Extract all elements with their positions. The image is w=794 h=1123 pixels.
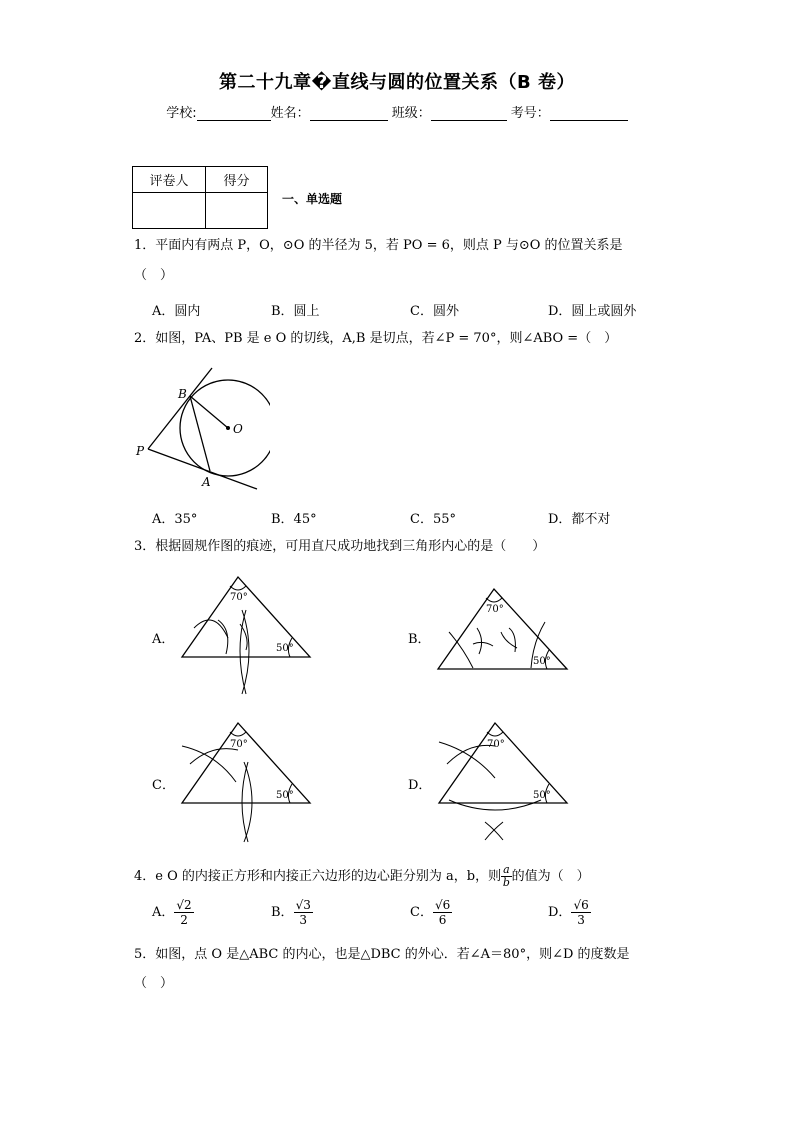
reviewer-cell[interactable] (133, 193, 206, 229)
q3-figure-a (176, 570, 316, 696)
arc-top-angle (230, 732, 246, 736)
question-1-paren: （ ） (134, 268, 174, 283)
q4-option-a[interactable]: A． $\frac{√2}{2}$ (152, 898, 192, 927)
q3-figure-c (176, 716, 316, 844)
question-4 (134, 864, 590, 889)
chord-ab (190, 396, 210, 471)
question-4-tail: 的值为（ ） (511, 869, 590, 884)
angle-label-70: 70° (230, 739, 248, 750)
score-header: 得分 (206, 167, 268, 193)
q1-option-c[interactable]: C．圆外 (410, 304, 459, 319)
page-title: 第二十九章�直线与圆的位置关系（B 卷） (218, 72, 576, 93)
q3-option-b[interactable]: B． (408, 632, 431, 647)
angle-label-50: 50° (276, 643, 294, 654)
q3-figure-d (433, 716, 573, 844)
reviewer-header: 评卷人 (133, 167, 206, 193)
angle-label-50: 50° (276, 790, 294, 801)
question-1-text: 1．平面内有两点 P，O，⊙O 的半径为 5，若 PO = 6，则点 P 与⊙O 的位置关系是 (134, 238, 623, 253)
arc-top-angle (486, 598, 502, 602)
radius-ob (190, 396, 228, 428)
number-label: 考号： (510, 106, 550, 121)
class-label: 班级： (391, 106, 431, 121)
tangent-circle-figure (130, 360, 270, 495)
angle-label-70: 70° (230, 592, 248, 603)
angle-label-50: 50° (533, 790, 551, 801)
q3-option-a[interactable]: A． (152, 632, 175, 647)
number-field[interactable] (550, 106, 628, 121)
q4-fraction: $\frac{a}{b}$ (502, 863, 510, 889)
label-p: P (136, 444, 145, 458)
q4-option-b[interactable]: B． $\frac{√3}{3}$ (271, 898, 311, 927)
q3-figure-b (433, 582, 573, 674)
arc-top-angle (487, 732, 503, 736)
q1-option-d[interactable]: D．圆上或圆外 (548, 304, 637, 319)
question-4-text: 4．e O 的内接正方形和内接正六边形的边心距分别为 a，b，则 (134, 869, 502, 884)
label-a: A (202, 475, 211, 489)
angle-label-70: 70° (486, 604, 504, 615)
q3-option-c[interactable]: C． (152, 778, 175, 793)
circle-o (180, 380, 270, 476)
question-2-text: 2．如图，PA、PB 是 e O 的切线，A,B 是切点，若∠P = 70°，则∠ABO =（ ） (134, 331, 618, 346)
q2-option-b[interactable]: B．45° (271, 512, 317, 527)
question-3-text: 3．根据圆规作图的痕迹，可用直尺成功地找到三角形内心的是（ ） (134, 539, 546, 554)
angle-label-50: 50° (533, 656, 551, 667)
q1-option-b[interactable]: B．圆上 (271, 304, 320, 319)
label-o: O (233, 422, 243, 436)
center-point (226, 426, 230, 430)
name-label: 姓名： (270, 106, 310, 121)
q3-option-d[interactable]: D． (408, 778, 432, 793)
question-5-paren: （ ） (134, 976, 174, 991)
arc-top-angle (230, 586, 246, 590)
angle-label-70: 70° (487, 739, 505, 750)
class-field[interactable] (431, 106, 507, 121)
name-field[interactable] (310, 106, 388, 121)
q2-option-c[interactable]: C．55° (410, 512, 456, 527)
section-heading: 一、单选题 (282, 192, 343, 206)
label-b: B (178, 387, 187, 401)
q2-option-d[interactable]: D．都不对 (548, 512, 611, 527)
q1-option-a[interactable]: A．圆内 (152, 304, 201, 319)
q4-option-d[interactable]: D． $\frac{√6}{3}$ (548, 898, 589, 927)
q2-option-a[interactable]: A．35° (152, 512, 198, 527)
question-5-text: 5．如图，点 O 是△ABC 的内心，也是△DBC 的外心．若∠A＝80°，则∠D 的度数是 (134, 947, 630, 962)
score-cell[interactable] (206, 193, 268, 229)
q4-option-c[interactable]: C． $\frac{√6}{6}$ (410, 898, 451, 927)
student-info-line (0, 102, 794, 121)
school-field[interactable] (197, 106, 271, 121)
school-label: 学校: (166, 106, 197, 121)
tangent-pb (148, 368, 212, 449)
score-table (132, 166, 268, 229)
